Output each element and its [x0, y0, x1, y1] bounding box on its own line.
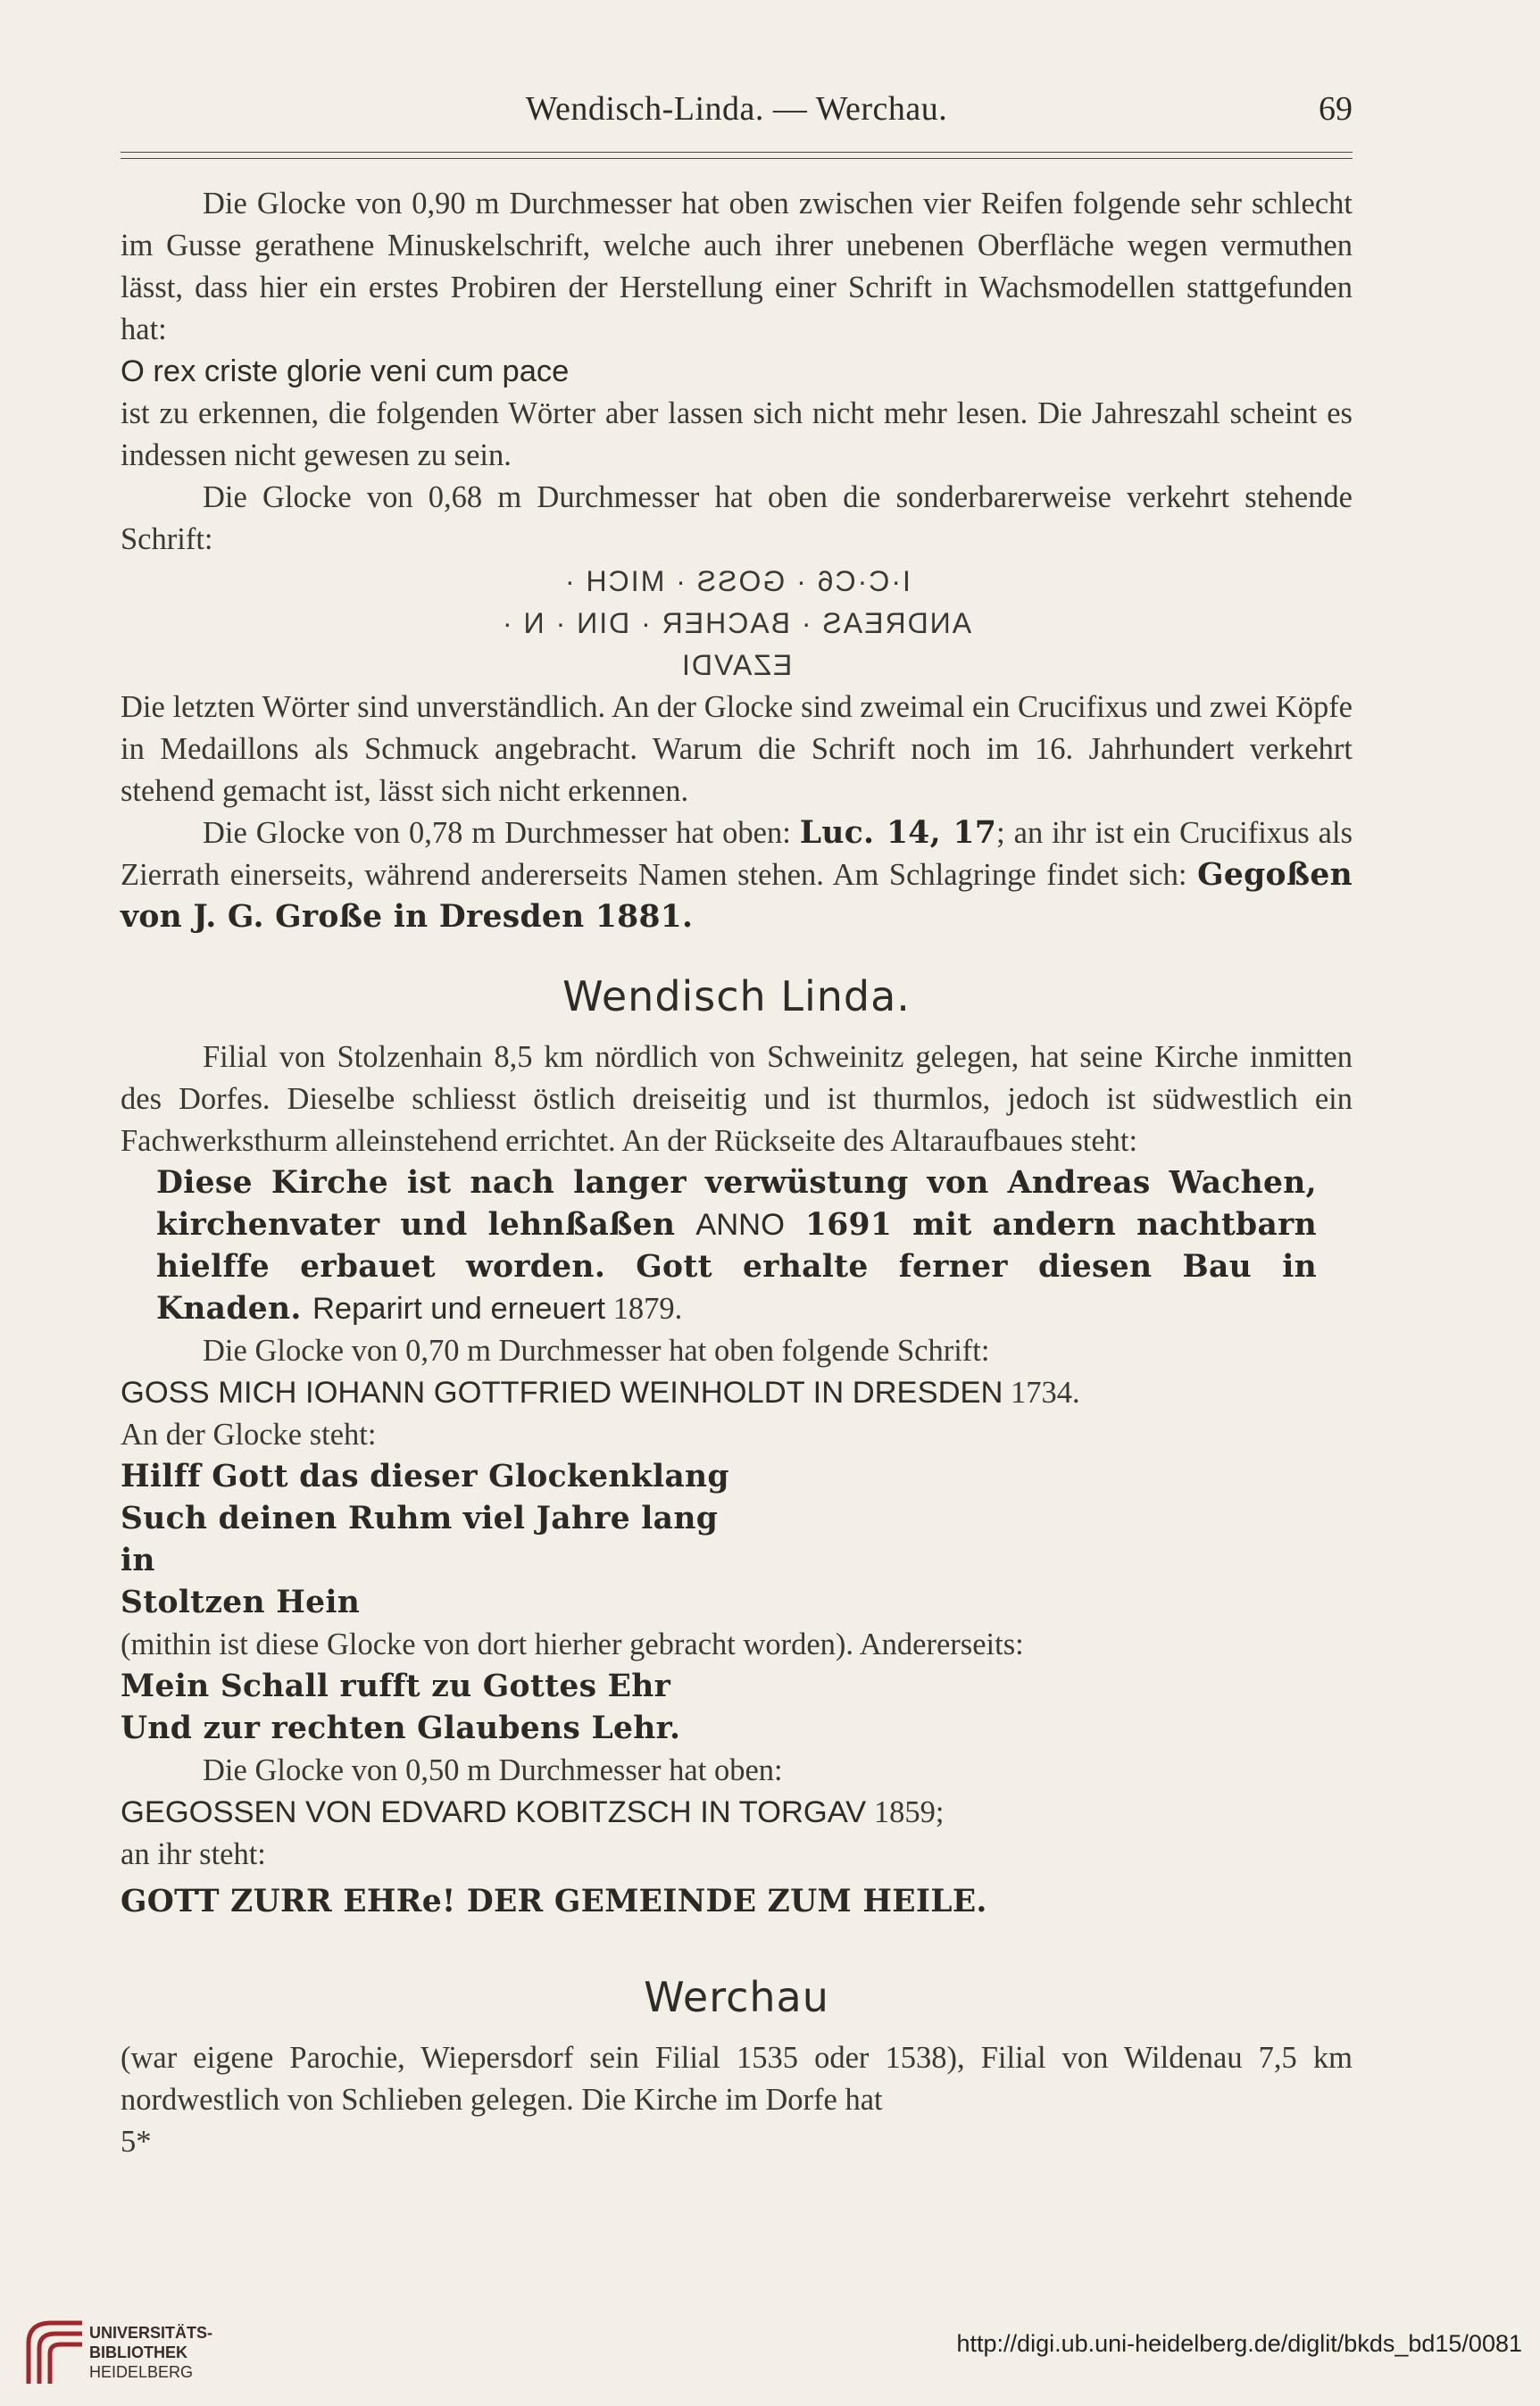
inscription-text: Reparirt und erneuert — [312, 1292, 605, 1326]
page-header — [121, 89, 1353, 143]
mirrored-text: EZAVDI — [680, 649, 793, 681]
inscription — [121, 1792, 1353, 1834]
library-name-line: BIBLIOTHEK — [89, 2344, 187, 2361]
library-name-line: UNIVERSITÄTS- — [89, 2324, 213, 2342]
section-title: Werchau — [644, 1973, 829, 2021]
paragraph-text: Die Glocke von 0,78 m Durchmesser hat oben: — [203, 816, 800, 850]
inscription-text: ANNO — [695, 1208, 785, 1242]
mirrored-text: I·C·C6 · GOSS · MICH · — [562, 565, 911, 597]
inscription-year: 1879. — [604, 1292, 683, 1326]
inscription-year: 1859; — [866, 1795, 945, 1829]
blackletter-text: Gegoßen von J. G. Große in Dresden 1881. — [121, 857, 1353, 935]
verse-line: Stoltzen Hein — [121, 1585, 361, 1620]
paragraph: an ihr steht: — [121, 1837, 266, 1871]
header-rule — [121, 152, 1353, 159]
verse-line: in — [121, 1543, 155, 1578]
blackletter-text: 1691 mit andern nachtbarn hielffe erbauet worden. Gott erhalte ferner diesen Bau in Knaden. — [156, 1207, 1317, 1327]
paragraph: ist zu erkennen, die folgenden Wörter aber lassen sich nicht mehr lesen. Die Jahreszahl scheint es indessen nicht gewesen zu sein. — [121, 396, 1353, 472]
running-head: Wendisch-Linda. — Werchau. — [525, 90, 948, 128]
paragraph: (mithin ist diese Glocke von dort hierher gebracht worden). Andererseits: — [121, 1628, 1024, 1661]
page-number: 69 — [1319, 90, 1353, 128]
verse-line: Hilff Gott das dieser Glockenklang — [121, 1459, 729, 1494]
source-url-link[interactable]: http://digi.ub.uni-heidelberg.de/diglit/bkds_bd15/0081 — [956, 2330, 1522, 2357]
paragraph: (war eigene Parochie, Wiepersdorf sein Filial 1535 oder 1538), Filial von Wildenau 7,5 km nordwestlich von Schlieben gelegen. Die Kirche im Dorfe hat — [121, 2041, 1353, 2117]
verse-line: GOTT ZURR EHRe! DER GEMEINDE ZUM HEILE. — [121, 1884, 987, 1919]
paragraph: Die Glocke von 0,50 m Durchmesser hat oben: — [203, 1753, 783, 1787]
mirrored-inscription-line — [121, 645, 1353, 687]
verse-line: Mein Schall rufft zu Gottes Ehr — [121, 1669, 671, 1704]
mirrored-inscription-line — [121, 603, 1353, 645]
section-title: Wendisch Linda. — [562, 972, 911, 1020]
library-name — [89, 2323, 212, 2382]
verse-line: Such deinen Ruhm viel Jahre lang — [121, 1501, 719, 1536]
paragraph — [121, 812, 1353, 938]
inscription-year: 1734. — [1003, 1376, 1080, 1410]
inscription: O rex criste glorie veni cum pace — [121, 354, 570, 388]
paragraph: Die Glocke von 0,90 m Durchmesser hat oben zwischen vier Reifen folgende sehr schlecht im Gusse gerathene Minuskelschrift, welche auch ihrer unebenen Oberfläche wegen vermuthen lässt, dass hier ein erstes Probiren der Herstellung einer Schrift in Wachsmodellen stattgefunden hat: — [121, 187, 1353, 346]
library-name-line: HEIDELBERG — [89, 2363, 194, 2381]
verse-line: Und zur rechten Glaubens Lehr. — [121, 1711, 681, 1746]
signature-mark: 5* — [121, 2125, 152, 2159]
paragraph: Die Glocke von 0,68 m Durchmesser hat oben die sonderbarerweise verkehrt stehende Schrift: — [121, 480, 1353, 556]
mirrored-inscription-line — [121, 561, 1353, 603]
paragraph: An der Glocke steht: — [121, 1418, 377, 1452]
inscription — [121, 1372, 1353, 1414]
mirrored-text: ANDREAS · BACHER · DIN · N · — [501, 607, 972, 639]
page-footer — [0, 2285, 1540, 2406]
paragraph: Die letzten Wörter sind unverständlich. An der Glocke sind zweimal ein Crucifixus und zwei Köpfe in Medaillons als Schmuck angebracht. Warum die Schrift noch im 16. Jahrhundert verkehrt stehend gemacht ist, lässt sich nicht erkennen. — [121, 690, 1353, 808]
inscription-text: GEGOSSEN VON EDVARD KOBITZSCH IN TORGAV — [121, 1795, 867, 1829]
inscription — [121, 1162, 1353, 1330]
library-logo-icon — [20, 2312, 91, 2393]
page-body — [121, 183, 1353, 2163]
inscription-text: GOSS MICH IOHANN GOTTFRIED WEINHOLDT IN DRESDEN — [121, 1376, 1003, 1410]
blackletter-text: Luc. 14, 17 — [799, 815, 997, 851]
paragraph: Filial von Stolzenhain 8,5 km nördlich von Schweinitz gelegen, hat seine Kirche inmitten des Dorfes. Dieselbe schliesst östlich dreiseitig und ist thurmlos, jedoch ist südwestlich ein Fachwerksthurm alleinstehend errichtet. An der Rückseite des Altaraufbaues steht: — [121, 1040, 1353, 1158]
blackletter-text: Diese Kirche ist nach langer verwüstung von Andreas Wachen, kirchenvater und lehnßaßen — [156, 1165, 1317, 1243]
paragraph-text: ; an ihr ist ein Crucifixus als Zierrath einerseits, während andererseits Namen stehen. Am Schlagringe findet sich: — [121, 816, 1353, 892]
paragraph: Die Glocke von 0,70 m Durchmesser hat oben folgende Schrift: — [203, 1334, 990, 1368]
